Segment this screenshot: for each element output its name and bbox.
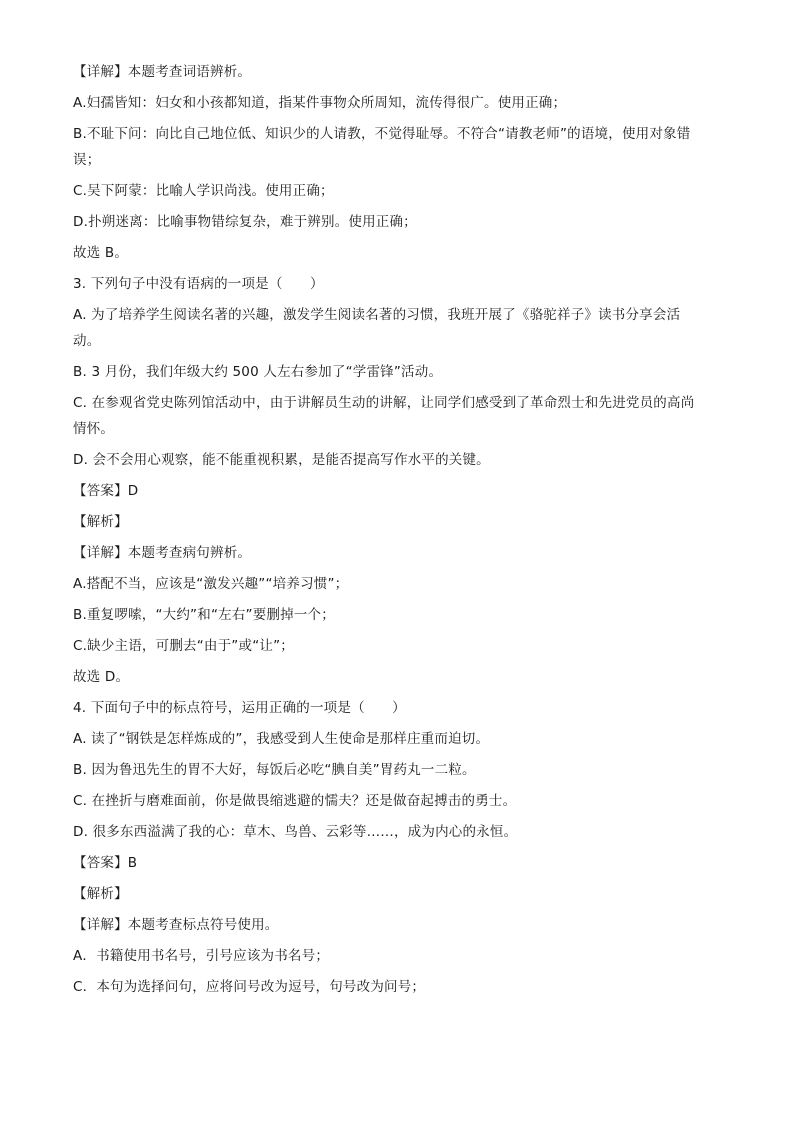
question-3-option-d: D. 会不会用心观察，能不能重视积累，是能否提高写作水平的关键。 [73, 452, 490, 468]
explanation-option-b: B.重复啰嗦，“大约”和“左右”要删掉一个； [73, 607, 335, 623]
question-3-option-a: A. 为了培养学生阅读名著的兴趣，激发学生阅读名著的习惯，我班开展了《骆驼祥子》读书分享会活 [73, 307, 681, 323]
explanation-option-c: C.吴下阿蒙：比喻人学识尚浅。使用正确； [73, 183, 334, 199]
question-4-option-b: B. 因为鲁迅先生的胃不大好，每饭后必吃“腆自美”胃药丸一二粒。 [73, 762, 476, 778]
explanation-option-a: A.搭配不当，应该是“激发兴趣”“培养习惯”； [73, 576, 349, 592]
question-3-option-b: B. 3 月份，我们年级大约 500 人左右参加了“学雷锋”活动。 [73, 364, 443, 380]
answer-label: 【答案】B [73, 855, 138, 871]
question-3-option-a-continued: 动。 [73, 333, 101, 349]
analysis-label: 【解析】 [73, 886, 128, 902]
explanation-option-b: B.不耻下问：向比自己地位低、知识少的人请教，不觉得耻辱。不符合“请教老师”的语境，使用对象错 [73, 126, 691, 142]
question-3-option-c-continued: 情怀。 [73, 421, 115, 437]
document-body [73, 62, 723, 1008]
explanation-option-d: D.扑朔迷离：比喻事物错综复杂，难于辨别。使用正确； [73, 214, 417, 230]
explanation-heading: 【详解】本题考查病句辨析。 [73, 545, 252, 561]
question-4-option-d: D. 很多东西溢满了我的心：草木、鸟兽、云彩等……，成为内心的永恒。 [73, 824, 518, 840]
explanation-option-c: C．本句为选择问句，应将问号改为逗号，句号改为问号； [73, 979, 426, 995]
conclusion: 故选 D。 [73, 669, 130, 685]
answer-label: 【答案】D [73, 483, 139, 499]
question-4-option-c: C. 在挫折与磨难面前，你是做畏缩逃避的懦夫？还是做奋起搏击的勇士。 [73, 793, 517, 809]
question-3-stem: 3. 下列句子中没有语病的一项是（ ） [73, 276, 324, 292]
explanation-option-a: A.妇孺皆知：妇女和小孩都知道，指某件事物众所周知，流传得很广。使用正确； [73, 95, 567, 111]
explanation-heading: 【详解】本题考查标点符号使用。 [73, 917, 279, 933]
analysis-label: 【解析】 [73, 514, 128, 530]
conclusion: 故选 B。 [73, 245, 129, 261]
explanation-option-b-continued: 误； [73, 152, 101, 168]
question-3-option-c: C. 在参观省党史陈列馆活动中，由于讲解员生动的讲解，让同学们感受到了革命烈士和先进党员的高尚 [73, 395, 695, 411]
explanation-option-a: A．书籍使用书名号，引号应该为书名号； [73, 948, 330, 964]
question-4-option-a: A. 读了“钢铁是怎样炼成的”，我感受到人生使命是那样庄重而迫切。 [73, 731, 490, 747]
explanation-heading: 【详解】本题考查词语辨析。 [73, 64, 252, 80]
explanation-option-c: C.缺少主语，可删去“由于”或“让”； [73, 638, 294, 654]
question-4-stem: 4. 下面句子中的标点符号，运用正确的一项是（ ） [73, 700, 406, 716]
